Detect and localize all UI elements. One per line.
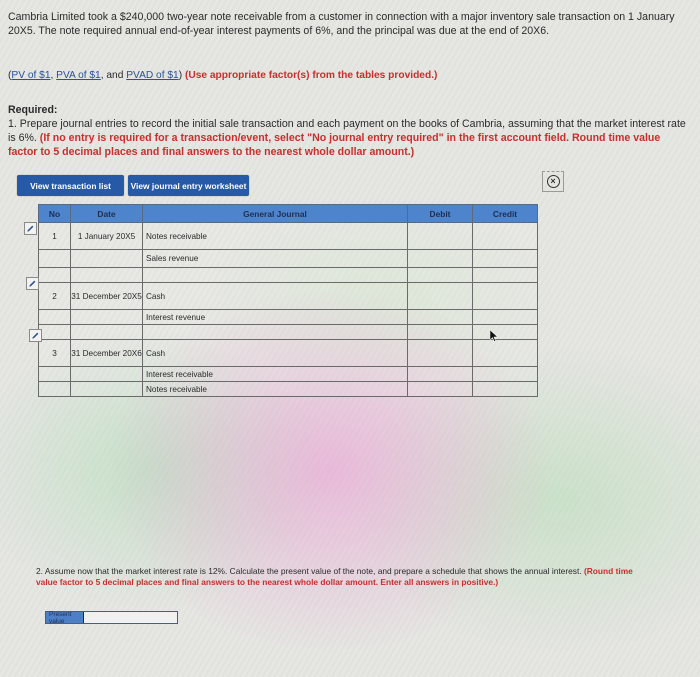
debit-cell [408,283,473,310]
part2-question [36,566,636,587]
debit-cell [408,223,473,250]
entry-date-empty [71,382,143,397]
pencil-icon [28,279,37,288]
paren-open: ( [8,70,12,81]
part1-question [8,117,688,159]
table-row [39,268,538,283]
credit-cell [473,367,538,382]
table-row [39,223,538,250]
table-row [39,283,538,310]
credit-cell [473,340,538,367]
separator: , and [100,70,127,81]
entry-date: 31 December 20X6 [71,340,143,367]
edit-entry-2-button[interactable] [26,277,39,290]
credit-cell [473,310,538,325]
part1-text: 1. Prepare journal entries to record the initial sale transaction and each payment on the books of Cambria, assuming that the market interest rate is 6%. [8,118,686,144]
table-row [39,325,538,340]
account-cell: Cash [143,283,408,310]
account-cell [143,325,408,340]
entry-no-empty [39,250,71,268]
debit-cell [408,340,473,367]
separator: , [50,70,57,81]
account-cell: Sales revenue [143,250,408,268]
pv-of-1-link[interactable]: PV of $1 [11,70,51,81]
debit-cell [408,268,473,283]
pva-of-1-link[interactable]: PVA of $1 [56,70,101,81]
table-row [39,340,538,367]
header-debit: Debit [408,205,473,223]
edit-entry-3-button[interactable] [29,329,42,342]
required-section [8,103,688,159]
general-journal-table [38,204,538,397]
view-journal-worksheet-button[interactable]: View journal entry worksheet [128,175,249,196]
part2-text: 2. Assume now that the market interest rate is 12%. Calculate the present value of the note, and prepare a schedule that shows the annual interest. [36,566,582,576]
close-circle-icon: × [547,175,560,188]
entry-date-empty [71,325,143,340]
entry-no-empty [39,367,71,382]
entry-no-empty [39,268,71,283]
entry-no-empty [39,325,71,340]
debit-cell [408,367,473,382]
entry-date-empty [71,367,143,382]
debit-cell [408,325,473,340]
credit-cell [473,250,538,268]
account-cell [143,268,408,283]
credit-cell [473,283,538,310]
header-credit: Credit [473,205,538,223]
account-cell: Interest receivable [143,367,408,382]
entry-no-empty [39,310,71,325]
present-value-input[interactable] [83,612,177,623]
table-row [39,250,538,268]
debit-cell [408,250,473,268]
required-label: Required: [8,104,58,116]
paren-close: ) [178,70,183,81]
entry-date-empty [71,310,143,325]
credit-cell [473,268,538,283]
table-row [39,367,538,382]
entry-no-empty [39,382,71,397]
pencil-icon [31,331,40,340]
header-general-journal: General Journal [143,205,408,223]
edit-entry-1-button[interactable] [24,222,37,235]
part1-instruction: (If no entry is required for a transaction/event, select "No journal entry required" in the first account field. Round time value factor to 5 decimal places and final answers to the nearest whole dollar amount.) [8,132,661,158]
account-cell: Notes receivable [143,223,408,250]
credit-cell [473,325,538,340]
table-header-row [39,205,538,223]
mouse-cursor-icon [490,330,499,343]
view-transaction-list-button[interactable]: View transaction list [17,175,124,196]
tables-reference [8,69,688,83]
entry-no: 1 [39,223,71,250]
present-value-row [45,611,178,624]
problem-intro: Cambria Limited took a $240,000 two-year note receivable from a customer in connection with a major inventory sale transaction on 1 January 20X5. The note required annual end-of-year interest payments of 6%, and the principal was due at the end of 20X6. [8,11,675,37]
credit-cell [473,382,538,397]
account-cell: Cash [143,340,408,367]
header-no: No [39,205,71,223]
debit-cell [408,310,473,325]
entry-no: 2 [39,283,71,310]
entry-no: 3 [39,340,71,367]
pencil-icon [26,224,35,233]
entry-date: 31 December 20X5 [71,283,143,310]
part2-instruction: (Round time value factor to 5 decimal places and final answers to the nearest whole dollar amount. Enter all answers in positive.) [36,566,633,587]
table-row [39,382,538,397]
account-cell: Notes receivable [143,382,408,397]
entry-date-empty [71,250,143,268]
tables-instruction: (Use appropriate factor(s) from the tables provided.) [182,70,438,81]
entry-date: 1 January 20X5 [71,223,143,250]
account-cell: Interest revenue [143,310,408,325]
debit-cell [408,382,473,397]
pvad-of-1-link[interactable]: PVAD of $1 [126,70,179,81]
header-date: Date [71,205,143,223]
credit-cell [473,223,538,250]
entry-date-empty [71,268,143,283]
table-row [39,310,538,325]
present-value-label: Present value [46,612,83,623]
close-button[interactable] [542,171,564,192]
